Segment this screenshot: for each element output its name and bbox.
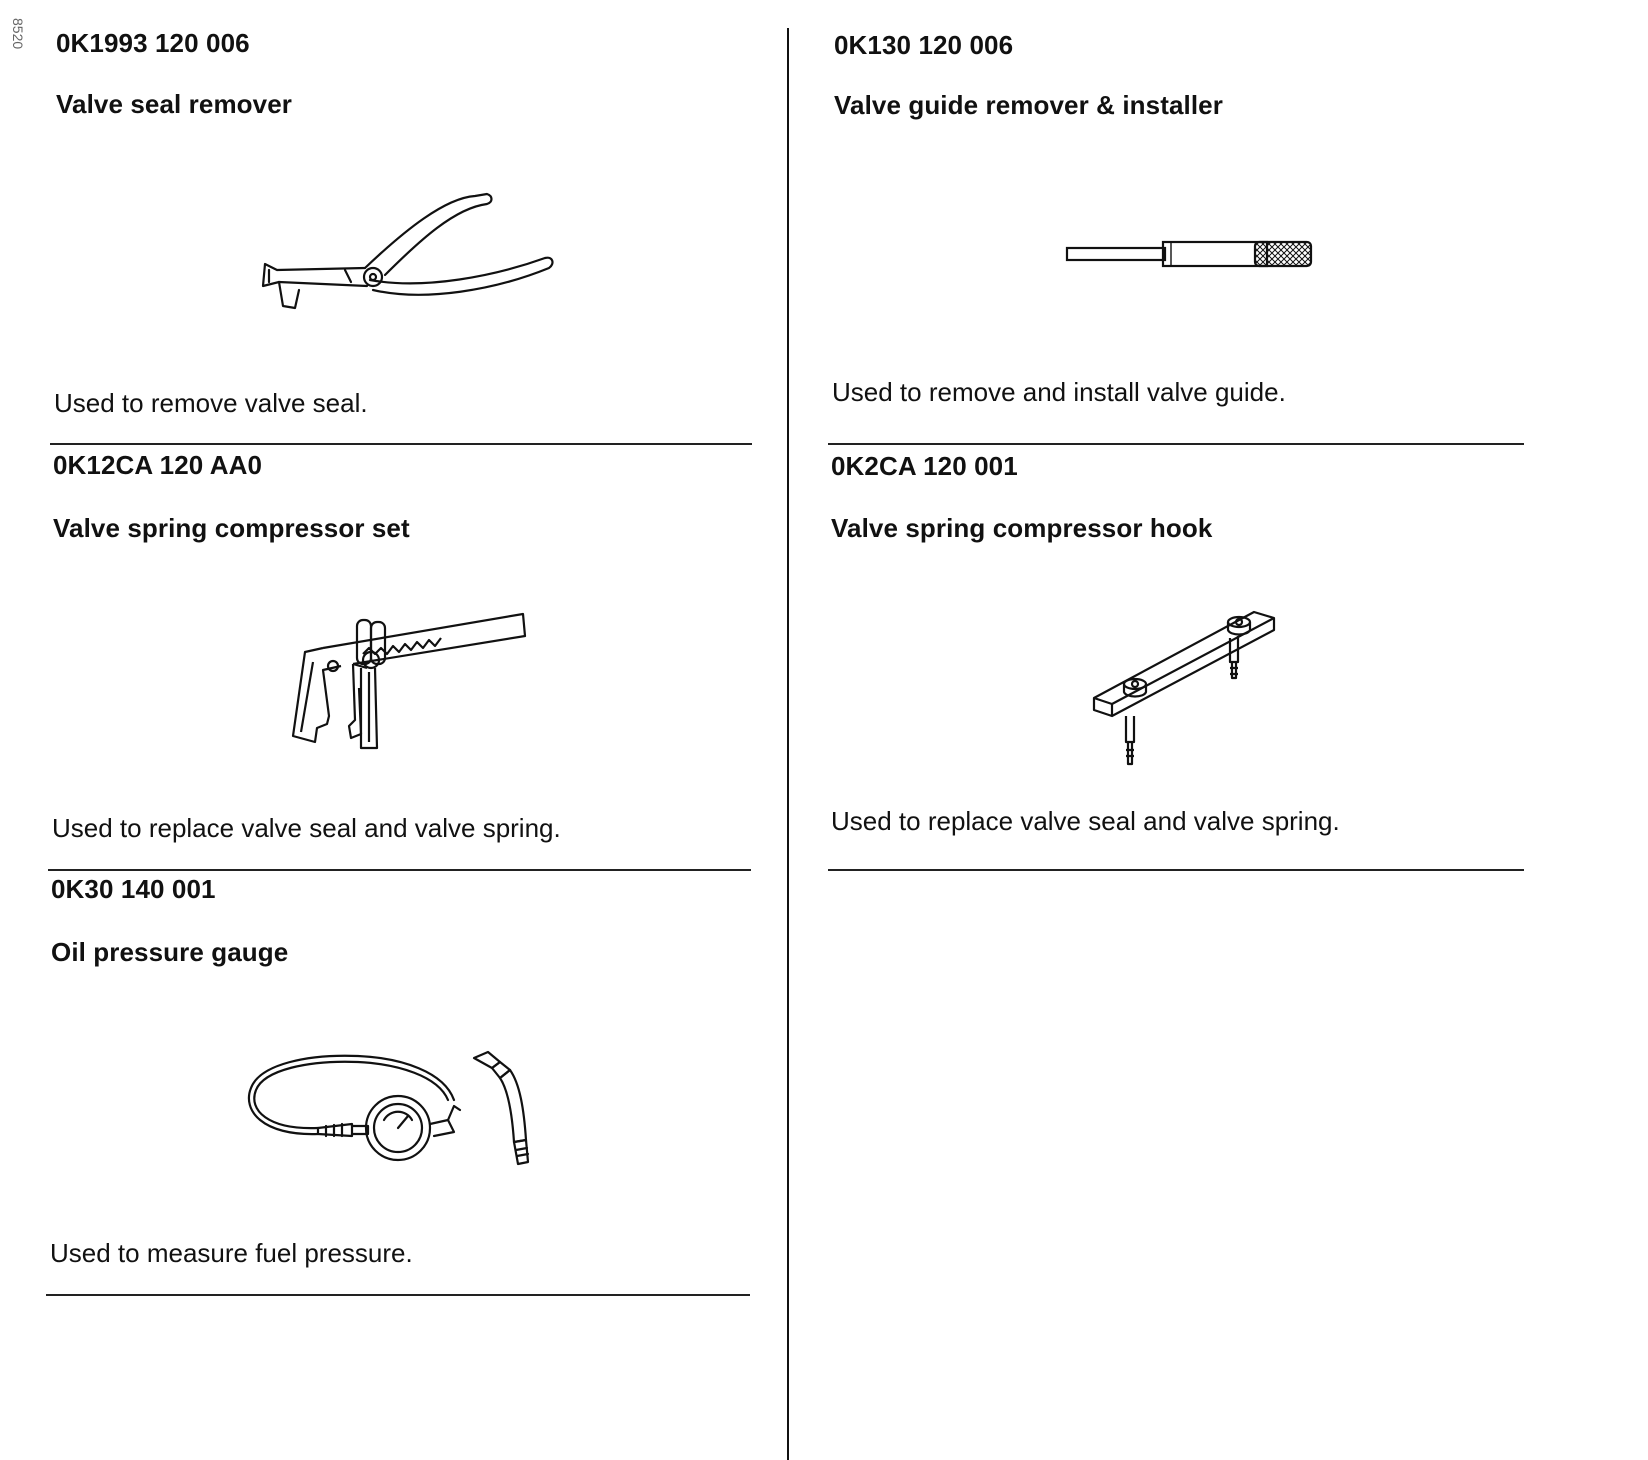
valve-guide-drift-icon <box>1065 238 1315 270</box>
part-number: 0K1993 120 006 <box>56 28 250 58</box>
separator-line <box>50 443 752 445</box>
tool-description: Used to replace valve seal and valve spring. <box>831 806 1340 836</box>
pressure-gauge-icon <box>248 1050 558 1175</box>
column-divider <box>787 28 789 1460</box>
tool-description: Used to remove valve seal. <box>54 388 368 418</box>
tool-name: Valve spring compressor hook <box>831 513 1213 543</box>
separator-line <box>828 443 1524 445</box>
compressor-hook-icon <box>1088 600 1288 770</box>
part-number: 0K130 120 006 <box>834 30 1014 60</box>
tool-name: Oil pressure gauge <box>51 937 289 967</box>
part-number: 0K30 140 001 <box>51 874 216 904</box>
tool-description: Used to replace valve seal and valve spring. <box>52 813 561 843</box>
separator-line <box>46 1294 750 1296</box>
part-number: 0K2CA 120 001 <box>831 451 1018 481</box>
tool-description: Used to remove and install valve guide. <box>832 377 1286 407</box>
pliers-icon <box>255 190 565 320</box>
separator-line <box>48 869 751 871</box>
tool-name: Valve seal remover <box>56 89 292 119</box>
tool-name: Valve guide remover & installer <box>834 90 1223 120</box>
tool-description: Used to measure fuel pressure. <box>50 1238 413 1268</box>
separator-line <box>828 869 1524 871</box>
tool-name: Valve spring compressor set <box>53 513 410 543</box>
side-page-number: 8520 <box>10 18 26 50</box>
part-number: 0K12CA 120 AA0 <box>53 450 263 480</box>
spring-compressor-icon <box>283 608 533 758</box>
